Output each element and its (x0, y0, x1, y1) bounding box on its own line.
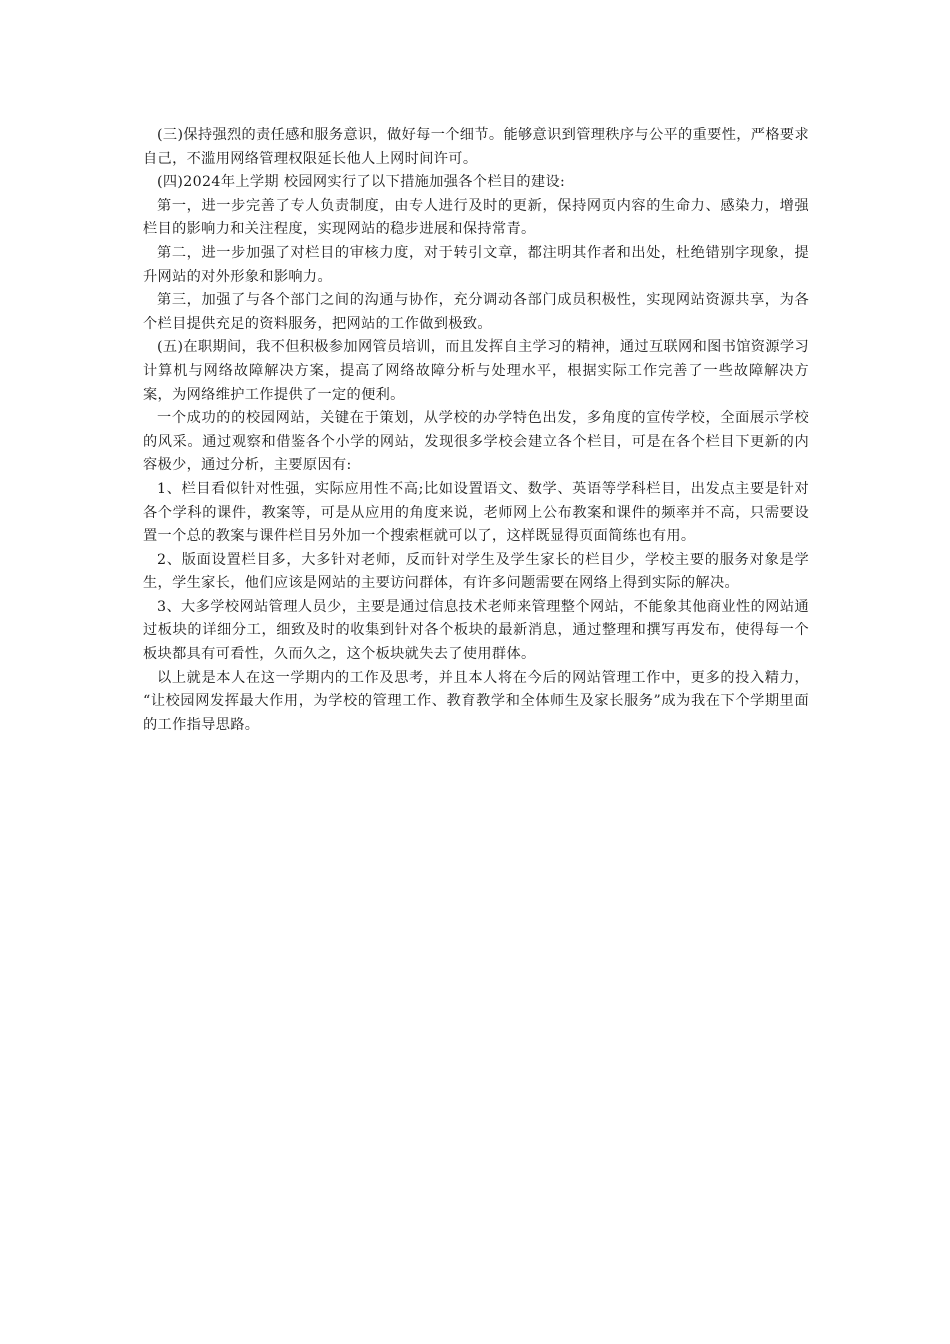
paragraph-conclusion: 以上就是本人在这一学期内的工作及思考，并且本人将在今后的网站管理工作中，更多的投入精力， “让校园网发挥最大作用，为学校的管理工作、教育教学和全体师生及家长服务”成为我在下个学期里面的工作指导思路。 (143, 669, 809, 733)
document-body (143, 124, 809, 737)
paragraph-responsibility: (三)保持强烈的责任感和服务意识，做好每一个细节。能够意识到管理秩序与公平的重要性，严格要求自己，不滥用网络管理权限延长他人上网时间许可。 (143, 127, 809, 167)
paragraph-training: (五)在职期间，我不但积极参加网管员培训，而且发挥自主学习的精神，通过互联网和图书馆资源学习计算机与网络故障解决方案，提高了网络故障分析与处理水平，根据实际工作完善了一些故障解决方案，为网络维护工作提供了一定的便利。 (143, 339, 809, 403)
paragraph-second-measure: 第二，进一步加强了对栏目的审核力度，对于转引文章，都注明其作者和出处，杜绝错别字现象，提升网站的对外形象和影响力。 (143, 244, 809, 285)
paragraph-reason-2: 2、版面设置栏目多，大多针对老师，反而针对学生及学生家长的栏目少，学校主要的服务对象是学生，学生家长，他们应该是网站的主要访问群体，有许多问题需要在网络上得到实际的解决。 (143, 551, 809, 592)
paragraph-first-measure: 第一，进一步完善了专人负责制度，由专人进行及时的更新，保持网页内容的生命力、感染力，增强栏目的影响力和关注程度，实现网站的稳步进展和保持常青。 (143, 197, 809, 238)
paragraph-analysis-intro: 一个成功的的校园网站，关键在于策划，从学校的办学特色出发，多角度的宣传学校，全面展示学校的风采。通过观察和借鉴各个小学的网站，发现很多学校会建立各个栏目，可是在各个栏目下更新的内容极少，通过分析，主要原因有: (143, 410, 809, 474)
paragraph-reason-1: 1、栏目看似针对性强，实际应用性不高;比如设置语文、数学、英语等学科栏目，出发点主要是针对各个学科的课件，教案等，可是从应用的角度来说，老师网上公布教案和课件的频率并不高，只需要设置一个总的教案与课件栏目另外加一个搜索框就可以了，这样既显得页面简练也有用。 (143, 480, 809, 545)
paragraph-reason-3: 3、大多学校网站管理人员少，主要是通过信息技术老师来管理整个网站，不能象其他商业性的网站通过板块的详细分工，细致及时的收集到针对各个板块的最新消息，通过整理和撰写再发布，使得每一个板块都具有可看性，久而久之，这个板块就失去了使用群体。 (143, 598, 809, 663)
paragraph-third-measure: 第三，加强了与各个部门之间的沟通与协作，充分调动各部门成员积极性，实现网站资源共享，为各个栏目提供充足的资料服务，把网站的工作做到极致。 (143, 292, 809, 332)
paragraph-measures-intro: (四)2024年上学期 校园网实行了以下措施加强各个栏目的建设: (157, 174, 566, 191)
